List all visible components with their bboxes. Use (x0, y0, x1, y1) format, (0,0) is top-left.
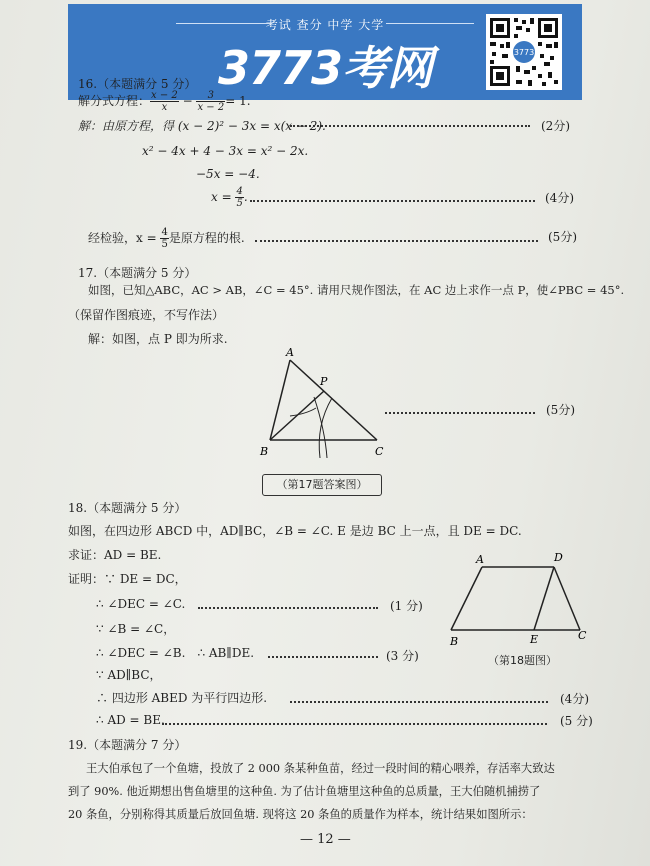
q16-score-3: (5分) (548, 230, 577, 244)
page-number: — 12 — (300, 832, 351, 847)
q16-x-eq: x = (211, 190, 232, 204)
q18-label-B: B (450, 635, 459, 648)
segment-DC (554, 567, 580, 630)
site-logo[interactable]: 3773考网 (218, 41, 433, 95)
q16-frac1: $\frac{x - 2}{x}$ (151, 90, 178, 113)
q18-figure-caption: （第18题图） (488, 654, 557, 667)
segment-AB (451, 567, 482, 630)
q16-frac3: $\frac{4}{5}$ (236, 186, 243, 209)
q18-heading: 18.（本题满分 5 分） (68, 501, 187, 515)
q16-dotted-leader-1 (290, 125, 530, 127)
q16-solution-line4 (211, 186, 248, 209)
q16-solution-line3: −5x = −4. (196, 167, 260, 181)
q18-score-4: (5 分) (560, 714, 593, 728)
q16-frac4: $\frac{4}{5}$ (161, 227, 168, 250)
qr-label: 3773 (513, 48, 535, 57)
q18-score-1: (1 分) (390, 599, 423, 613)
q18-dotted-leader-4 (162, 723, 547, 725)
q17-label-C: C (375, 445, 384, 458)
q17-score: (5分) (546, 403, 575, 417)
q18-score-2: (3 分) (386, 649, 419, 663)
q18-proof-line6: ∴ 四边形 ABED 为平行四边形. (96, 691, 268, 705)
q18-proof-line3: ∵ ∠B = ∠C， (96, 622, 176, 636)
q17-label-B: B (260, 445, 269, 458)
q18-label-C: C (578, 629, 587, 642)
q16-minus: − (182, 94, 193, 108)
q16-check-post: 是原方程的根. (168, 231, 245, 245)
q18-figure (438, 548, 598, 648)
q17-answer-figure (250, 340, 400, 462)
q16-solution-line2: x² − 4x + 4 − 3x = x² − 2x. (142, 144, 309, 158)
q16-frac2: $\frac{3}{x - 2}$ (197, 90, 225, 113)
q19-heading: 19.（本题满分 7 分） (68, 738, 187, 752)
q16-solution-line1: 解：由原方程，得 (x − 2)² − 3x = x(x − 2). (78, 119, 326, 133)
q17-label-A: A (286, 346, 294, 359)
q17-answer: 解：如图，点 P 即为所求. (88, 332, 228, 346)
q17-figure-caption: （第17题答案图） (262, 474, 382, 496)
segment-AC (290, 360, 377, 440)
q16-prompt-pre: 解分式方程： (78, 94, 151, 108)
segment-AB (270, 360, 290, 440)
q18-dotted-leader-1 (198, 607, 378, 609)
segment-DE (534, 567, 554, 630)
q16-prompt-post: = 1. (225, 94, 251, 108)
q17-prompt: 如图，已知△ABC，AC > AB，∠C = 45°. 请用尺规作图法，在 AC 边上求作一点 P，使∠PBC = 45°. (88, 283, 625, 297)
q16-period: . (243, 190, 248, 204)
q17-heading: 17.（本题满分 5 分） (78, 266, 197, 280)
q16-check (88, 227, 245, 250)
q18-label-D: D (554, 551, 563, 564)
q18-dotted-leader-3 (290, 701, 548, 703)
q16-dotted-leader-2 (250, 200, 535, 202)
q18-score-3: (4分) (560, 692, 589, 706)
q16-score-1: (2分) (541, 119, 570, 133)
q16-dotted-leader-3 (255, 240, 538, 242)
banner-site-links: 考试 查分 中学 大学 (265, 18, 385, 32)
q16-score-2: (4分) (545, 191, 574, 205)
q19-text-line3: 20 条鱼，分别称得其质量后放回鱼塘. 现将这 20 条鱼的质量作为样本，统计结果如图所示： (68, 808, 533, 821)
q18-proof-line4: ∴ ∠DEC = ∠B. ∴ AB∥DE. (96, 646, 255, 660)
q17-label-P: P (320, 375, 328, 388)
q18-label-A: A (476, 553, 484, 566)
q18-dotted-leader-2 (268, 656, 378, 658)
construction-arc-left (319, 398, 332, 458)
q18-prove: 求证：AD = BE. (68, 548, 162, 562)
q16-prompt (78, 90, 251, 113)
q18-proof-line5: ∵ AD∥BC， (96, 668, 162, 682)
q17-note: （保留作图痕迹，不写作法） (68, 308, 225, 322)
q16-heading: 16.（本题满分 5 分） (78, 77, 197, 91)
q18-prompt: 如图，在四边形 ABCD 中，AD∥BC，∠B = ∠C. E 是边 BC 上一点，且 DE = DC. (68, 524, 522, 538)
q17-dotted-leader (385, 412, 535, 414)
q16-check-pre: 经检验，x = (88, 231, 157, 245)
qr-code-icon (486, 14, 562, 90)
q18-proof-line1: 证明：∵ DE = DC， (68, 572, 187, 586)
segment-BP (270, 391, 324, 440)
q18-proof-line7: ∴ AD = BE. (96, 713, 165, 727)
q18-label-E: E (530, 633, 539, 646)
q19-text-line1: 王大伯承包了一个鱼塘，投放了 2 000 条某种鱼苗，经过一段时间的精心喂养，存活率大致达 (86, 762, 555, 775)
q19-text-line2: 到了 90%. 他近期想出售鱼塘里的这种鱼. 为了估计鱼塘里这种鱼的总质量，王大伯随机捕捞了 (68, 785, 541, 798)
q18-proof-line2: ∴ ∠DEC = ∠C. (96, 597, 186, 611)
